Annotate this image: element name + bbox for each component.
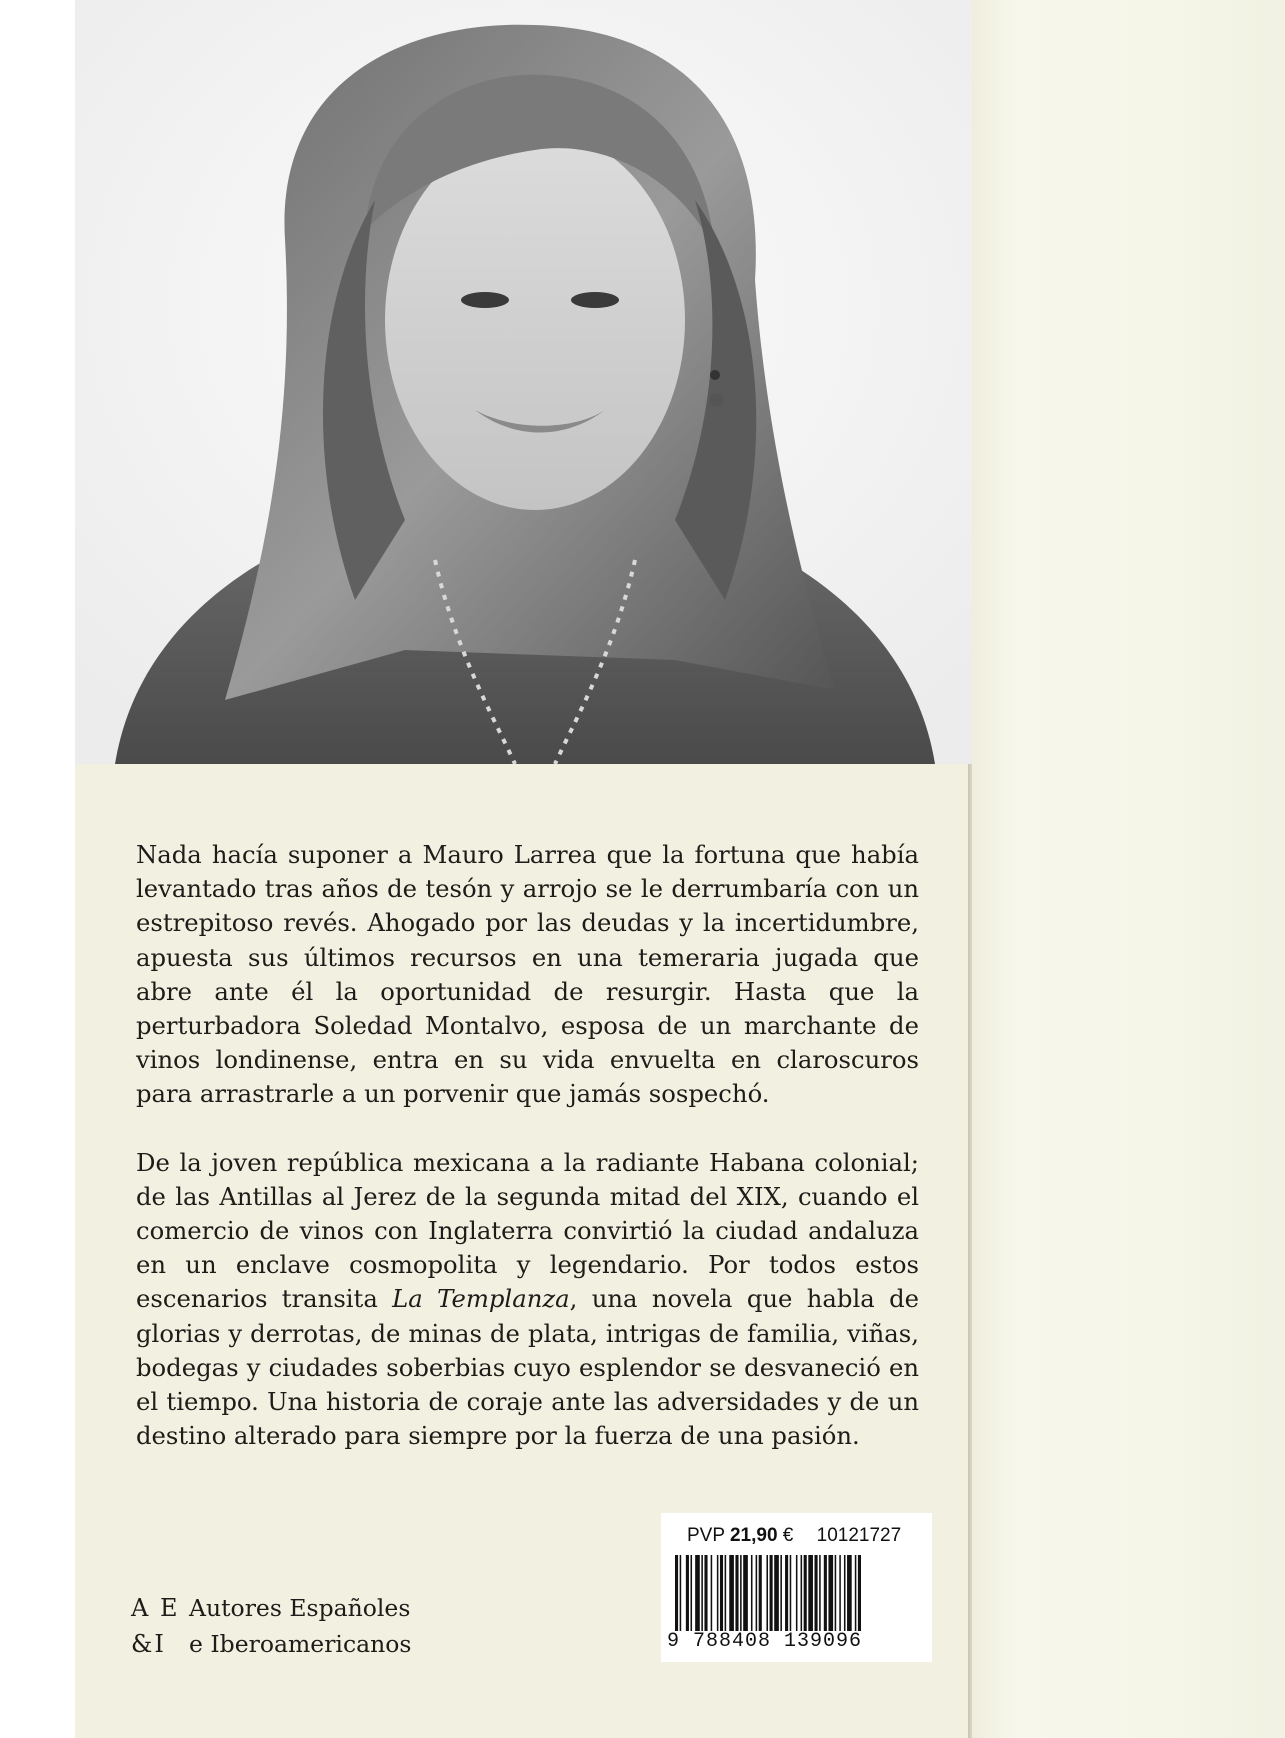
price-label: PVP	[687, 1525, 725, 1546]
barcode-bar	[691, 1555, 693, 1631]
barcode-bar	[756, 1555, 758, 1631]
barcode-bar	[839, 1555, 841, 1631]
barcode-bar	[701, 1555, 703, 1631]
barcode-bar	[729, 1555, 734, 1631]
barcode-bar	[675, 1555, 678, 1631]
publisher-row-2	[131, 1630, 411, 1666]
barcode-bar	[743, 1555, 748, 1631]
barcode-bar	[680, 1555, 682, 1631]
synopsis-paragraph-1: Nada hacía suponer a Mauro Larrea que la fortuna que había levantado tras años de tesón y arrojo se le derrumbaría con un estrepitoso revés. Ahogado por las deudas y la incertidumbre, apuesta sus últimos recursos en una temeraria jugada que abre ante él la oportunidad de resurgir. Hasta que la perturbadora Soledad Montalvo, esposa de un marchante de vinos londinense, entra en su vida envuelta en claroscuros para arrastrarle a un porvenir que jamás sospechó.	[136, 840, 919, 1109]
barcode-bar	[785, 1555, 788, 1631]
barcode-bar	[858, 1555, 861, 1631]
barcode-bar	[766, 1555, 768, 1631]
barcode-icon	[667, 1555, 929, 1631]
barcode-bar	[835, 1555, 837, 1631]
synopsis-paragraph-2-start: De la joven república mexicana a la radiante Habana colonial; de las Antillas al Jerez de la segunda mitad del XIX, cuando el comercio de vinos con Inglaterra convirtió la ciudad andaluza en un enclave cosmopolita y legendario. Por todos estos escenarios transita	[136, 1147, 919, 1314]
barcode-bar	[801, 1555, 803, 1631]
barcode-bar	[695, 1555, 700, 1631]
synopsis-paragraph-2	[136, 1146, 919, 1454]
barcode-bar	[855, 1555, 857, 1631]
isbn-digits: 9 788408 139096	[667, 1630, 863, 1653]
synopsis-text	[136, 838, 919, 1487]
barcode-bar	[824, 1555, 827, 1631]
barcode-label	[661, 1513, 932, 1662]
barcode-bar	[759, 1555, 762, 1631]
face-shape	[385, 130, 685, 510]
price-value: 21,90	[729, 1525, 778, 1546]
barcode-bar	[780, 1555, 782, 1631]
barcode-bar	[774, 1555, 779, 1631]
barcode-bar	[720, 1555, 723, 1631]
barcode-bar	[804, 1555, 807, 1631]
publisher-name-line-2: e Iberoamericanos	[189, 1630, 412, 1658]
barcode-bar	[711, 1555, 713, 1631]
barcode-bar	[819, 1555, 821, 1631]
barcode-bar	[844, 1555, 846, 1631]
barcode-bar	[828, 1555, 833, 1631]
price-line	[687, 1525, 901, 1547]
barcode-bar	[790, 1555, 792, 1631]
publisher-logo-mark-2: &I	[131, 1630, 166, 1658]
author-photo	[75, 0, 972, 764]
barcode-bar	[686, 1555, 689, 1631]
synopsis-paragraph-2-end: , una novela que habla de glorias y derrotas, de minas de plata, intrigas de familia, viñas, bodegas y ciudades soberbias cuyo esplendor se desvaneció en el tiempo. Una historia de coraje ante las adversidades y de un destino alterado para siempre por la fuerza de una pasión.	[136, 1284, 920, 1451]
barcode-bar	[735, 1555, 738, 1631]
author-portrait-image	[75, 0, 972, 764]
internal-code: 10121727	[816, 1525, 902, 1546]
barcode-bar	[704, 1555, 707, 1631]
publisher-row-1	[131, 1594, 411, 1630]
book-title-italic: La Templanza	[392, 1284, 570, 1314]
barcode-bar	[796, 1555, 798, 1631]
barcode-bar	[717, 1555, 719, 1631]
barcode-bar	[740, 1555, 742, 1631]
barcode-bar	[725, 1555, 727, 1631]
barcode-bar	[770, 1555, 773, 1631]
book-spine	[972, 0, 1285, 1738]
currency-symbol: €	[782, 1525, 794, 1546]
publisher-imprint	[131, 1594, 411, 1666]
barcode-bar	[808, 1555, 813, 1631]
barcode-bar	[751, 1555, 753, 1631]
barcode-bar	[815, 1555, 818, 1631]
publisher-name-line-1: Autores Españoles	[189, 1594, 411, 1622]
barcode-bar	[847, 1555, 852, 1631]
publisher-logo-mark-1: A E	[131, 1594, 180, 1622]
